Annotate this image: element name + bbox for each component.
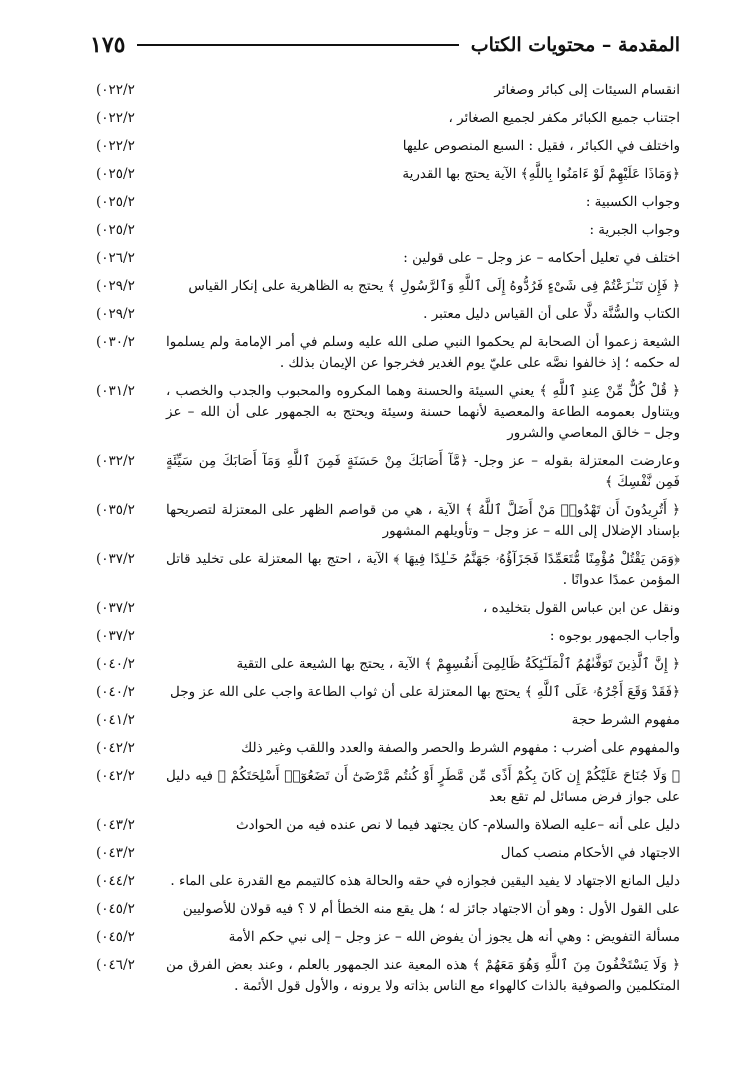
entry-reference: (٠٤١/٢ <box>96 712 135 728</box>
entry-reference: (٠٢٥/٢ <box>96 166 135 182</box>
entry-text: ﴿فَقَدْ وَقَعَ أَجْرُهُۥ عَلَى ٱللَّهِ ﴾ يحتج بها المعتزلة على أن ثواب الطاعة واجب على الله عز وجل <box>170 684 680 700</box>
entry-text: واختلف في الكبائر ، فقيل : السبع المنصوص عليها <box>402 138 680 154</box>
entry-text: ﴿ قُلْ كُلٌّ مِّنْ عِندِ ٱللَّهِ ﴾ يعني السيئة والحسنة وهما المكروه والمحبوب والجدب والخصب ، ويتناول بعمومه الطاعة والمعصية لأنهما حسنة وسيئة ويحتج به الجمهور على أن الله – عز وجل – خالق المعاصي والشرور <box>166 383 680 441</box>
contents-entry <box>90 164 680 185</box>
entry-text: ﴿ إِنَّ ٱلَّذِينَ تَوَفَّىٰهُمُ ٱلْمَلَـٰٓئِكَةُ ظَالِمِىٓ أَنفُسِهِمْ ﴾ الآية ، يحتج بها الشيعة على التقية <box>236 656 680 672</box>
entry-reference: (٠٤٢/٢ <box>96 768 135 784</box>
entry-reference: (٠٣٠/٢ <box>96 334 135 350</box>
contents-entry <box>90 843 680 864</box>
entry-text: مسألة التفويض : وهي أنه هل يجوز أن يفوض الله – عز وجل – إلى نبي حكم الأمة <box>228 929 680 945</box>
contents-entry <box>90 500 680 542</box>
entry-reference: (٠٤٥/٢ <box>96 901 135 917</box>
entry-text: وجواب الجبرية : <box>589 222 680 238</box>
entry-reference: (٠٣٧/٢ <box>96 551 135 567</box>
contents-entry <box>90 80 680 101</box>
contents-entry <box>90 598 680 619</box>
contents-entry <box>90 304 680 325</box>
contents-entry <box>90 381 680 444</box>
contents-entry <box>90 710 680 731</box>
contents-entry <box>90 248 680 269</box>
entry-reference: (٠٤٤/٢ <box>96 873 135 889</box>
entry-reference: (٠٢٥/٢ <box>96 222 135 238</box>
contents-entry <box>90 927 680 948</box>
entry-text: ونقل عن ابن عباس القول بتخليده ، <box>483 600 680 616</box>
entry-reference: (٠٢٢/٢ <box>96 138 135 154</box>
entry-text: مفهوم الشرط حجة <box>571 712 680 728</box>
contents-entry <box>90 899 680 920</box>
header-rule <box>137 44 458 46</box>
entry-text: الشيعة زعموا أن الصحابة لم يحكموا النبي صلى الله عليه وسلم في أمر الإمامة ولم يسلموا له حكمه ؛ إذ خالفوا نصَّه على عليّ يوم الغدير فخرجوا عن الإيمان بذلك . <box>166 334 680 371</box>
entry-text: وأجاب الجمهور بوجوه : <box>549 628 680 644</box>
page-number: ١٧٥ <box>90 32 126 58</box>
entry-reference: (٠٤٦/٢ <box>96 957 135 973</box>
contents-entry <box>90 549 680 591</box>
contents-entry <box>90 766 680 808</box>
entry-text: وجواب الكسبية : <box>585 194 680 210</box>
entry-reference: (٠٣٧/٢ <box>96 628 135 644</box>
entry-text: اختلف في تعليل أحكامه – عز وجل – على قولين : <box>403 250 680 266</box>
contents-entry <box>90 654 680 675</box>
entry-reference: (٠٣١/٢ <box>96 383 135 399</box>
entry-reference: (٠٤٢/٢ <box>96 740 135 756</box>
contents-entry <box>90 192 680 213</box>
page-header <box>90 28 680 62</box>
page <box>90 28 680 1048</box>
entry-reference: (٠٣٢/٢ <box>96 453 135 469</box>
entry-reference: (٠٤٠/٢ <box>96 656 135 672</box>
contents-entry <box>90 955 680 997</box>
contents-entry <box>90 871 680 892</box>
entry-text: ﴿ وَلَا جُنَاحَ عَلَيْكُمْ إِن كَانَ بِكُمْ أَذًى مِّن مَّطَرٍ أَوْ كُنتُم مَّرْضَىٰٓ أَن تَضَعُوٓا۟ أَسْلِحَتَكُمْ ﴾ فيه دليل على جواز فرض مسائل لم تقع بعد <box>166 768 680 805</box>
contents-entry <box>90 451 680 493</box>
entry-text: والمفهوم على أضرب : مفهوم الشرط والحصر والصفة والعدد واللقب وغير ذلك <box>241 740 680 756</box>
entry-text: دليل على أنه –عليه الصلاة والسلام- كان يجتهد فيما لا نص عنده فيه من الحوادث <box>235 817 680 833</box>
contents-entry <box>90 220 680 241</box>
entry-reference: (٠٤٣/٢ <box>96 845 135 861</box>
contents-entry <box>90 815 680 836</box>
entry-text: دليل المانع الاجتهاد لا يفيد اليقين فجوازه في حقه والحالة هذه كالتيمم مع القدرة على الماء . <box>170 873 680 889</box>
contents-entry <box>90 332 680 374</box>
entry-reference: (٠٤٥/٢ <box>96 929 135 945</box>
entry-text: وعارضت المعتزلة بقوله – عز وجل- ﴿مَّآ أَصَابَكَ مِنْ حَسَنَةٍ فَمِنَ ٱللَّهِ وَمَآ أَصَابَكَ مِن سَيِّئَةٍ فَمِن نَّفْسِكَ ﴾ <box>166 453 680 490</box>
entry-reference: (٠٢٦/٢ <box>96 250 135 266</box>
entry-text: ﴿وَمَاذَا عَلَيْهِمْ لَوْ ءَامَنُوا بِاللَّهِ﴾ الآية يحتج بها القدرية <box>402 166 680 182</box>
contents-list <box>90 80 680 997</box>
entry-text: ﴿ فَإِن تَنَـٰزَعْتُمْ فِى شَىْءٍ فَرُدُّوهُ إِلَى ٱللَّهِ وَٱلرَّسُولِ ﴾ يحتج به الظاهرية على إنكار القياس <box>188 278 680 294</box>
entry-reference: (٠٤٣/٢ <box>96 817 135 833</box>
entry-text: الكتاب والسُّنَّة دلَّا على أن القياس دليل معتبر . <box>423 306 680 322</box>
entry-text: الاجتهاد في الأحكام منصب كمال <box>500 845 680 861</box>
entry-reference: (٠٤٠/٢ <box>96 684 135 700</box>
entry-reference: (٠٣٧/٢ <box>96 600 135 616</box>
entry-reference: (٠٢٢/٢ <box>96 82 135 98</box>
contents-entry <box>90 682 680 703</box>
contents-entry <box>90 738 680 759</box>
running-title: المقدمة – محتويات الكتاب <box>470 34 680 56</box>
contents-entry <box>90 108 680 129</box>
entry-reference: (٠٢٢/٢ <box>96 110 135 126</box>
entry-text: ﴿ أَتُرِيدُونَ أَن تَهْدُوا۟ مَنْ أَضَلَّ ٱللَّهُ ﴾ الآية ، هي من قواصم الظهر على المعتزلة لتصريحها بإسناد الإضلال إلى الله – عز وجل – وتأويلهم المشهور <box>166 502 680 539</box>
contents-entry <box>90 136 680 157</box>
entry-text: انقسام السيئات إلى كبائر وصغائر <box>494 82 680 98</box>
entry-text: ﴿وَمَن يَقْتُلْ مُؤْمِنًا مُّتَعَمِّدًا فَجَزَآؤُهُۥ جَهَنَّمُ خَـٰلِدًا فِيهَا ﴾ الآية ، احتج بها المعتزلة على تخليد قاتل المؤمن عمدًا عدوانًا . <box>166 551 680 588</box>
entry-reference: (٠٢٥/٢ <box>96 194 135 210</box>
entry-reference: (٠٣٥/٢ <box>96 502 135 518</box>
entry-reference: (٠٢٩/٢ <box>96 278 135 294</box>
entry-text: على القول الأول : وهو أن الاجتهاد جائز له ؛ هل يقع منه الخطأ أم لا ؟ فيه قولان للأصوليين <box>182 901 680 917</box>
entry-text: اجتناب جميع الكبائر مكفر لجميع الصغائر ، <box>448 110 680 126</box>
contents-entry <box>90 276 680 297</box>
contents-entry <box>90 626 680 647</box>
entry-reference: (٠٢٩/٢ <box>96 306 135 322</box>
entry-text: ﴿ وَلَا يَسْتَخْفُونَ مِنَ ٱللَّهِ وَهُوَ مَعَهُمْ ﴾ هذه المعية عند الجمهور بالعلم ، وعند بعض الفرق من المتكلمين والصوفية بالذات كالهواء مع الناس بذاته ولا يرونه ، والأول قول الأئمة . <box>166 957 680 994</box>
